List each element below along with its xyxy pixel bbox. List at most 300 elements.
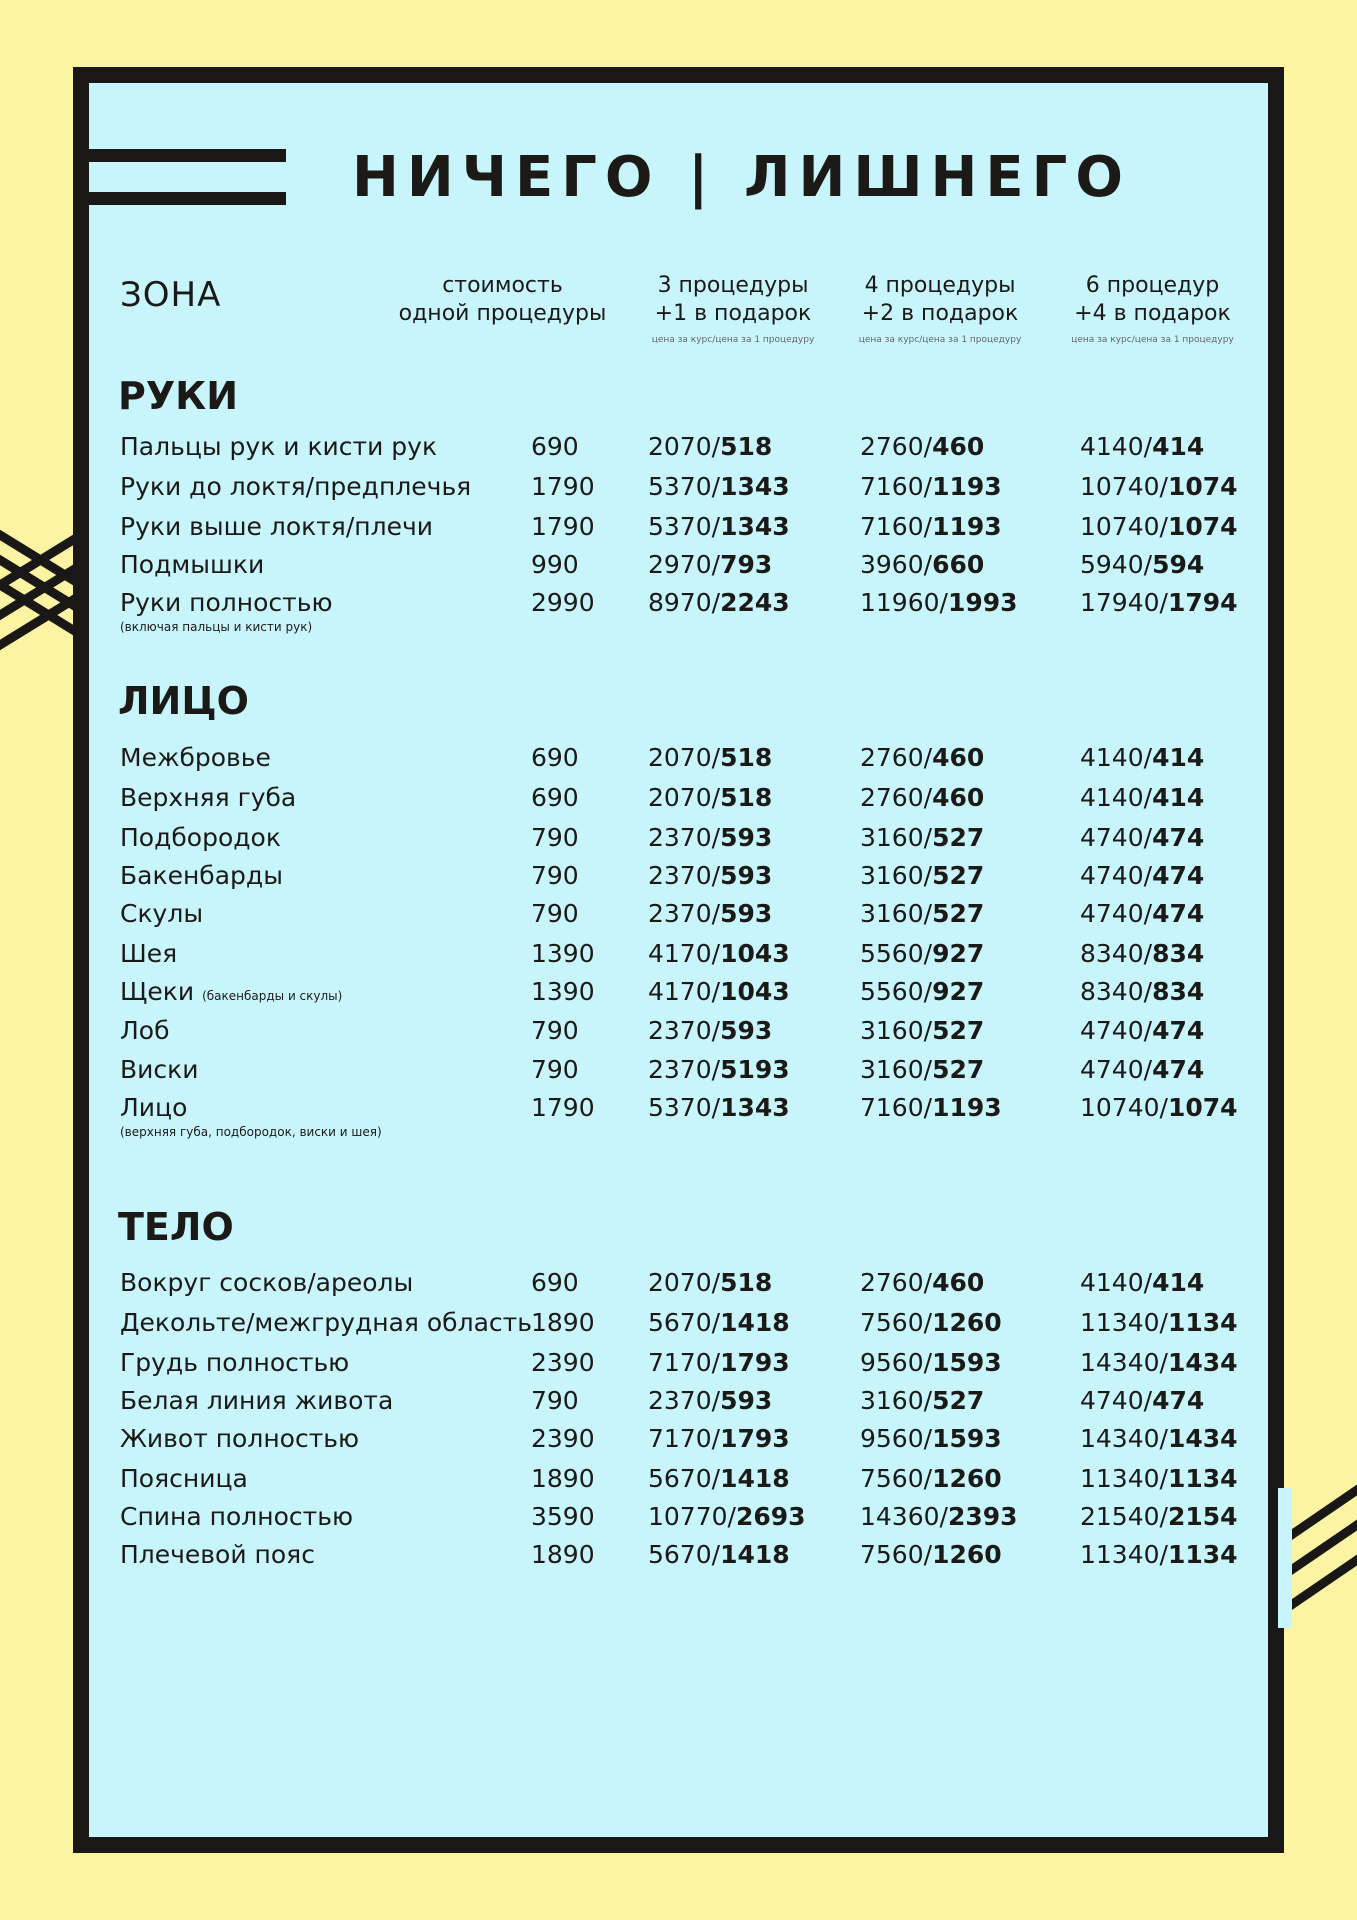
per-procedure-price: 460 [932, 743, 985, 772]
course-total: 4740 [1080, 1386, 1144, 1415]
price-4-procedures [860, 432, 984, 462]
per-procedure-price: 460 [932, 1268, 985, 1297]
price-separator: / [711, 1016, 721, 1045]
column-header-line1: 3 процедуры [657, 273, 809, 298]
price-single: 1890 [531, 1308, 595, 1337]
price-single: 790 [531, 1016, 579, 1045]
section-title-body: ТЕЛО [118, 1205, 234, 1249]
price-separator: / [711, 899, 721, 928]
course-total: 8340 [1080, 977, 1144, 1006]
price-separator: / [1159, 472, 1168, 501]
price-separator: / [711, 977, 721, 1006]
price-3-procedures [648, 1055, 790, 1085]
per-procedure-price: 1043 [720, 977, 790, 1006]
price-separator: / [711, 743, 721, 772]
course-total: 4740 [1080, 1055, 1144, 1084]
course-total: 4140 [1080, 432, 1144, 461]
price-3-procedures [648, 1386, 772, 1416]
price-separator: / [1143, 823, 1153, 852]
zone-column-label: ЗОНА [120, 275, 222, 315]
price-separator: / [711, 472, 721, 501]
course-total: 14340 [1080, 1348, 1160, 1377]
zone-name-text: Лоб [120, 1016, 170, 1045]
course-total: 11340 [1080, 1540, 1160, 1569]
per-procedure-price: 1343 [720, 512, 790, 541]
price-4-procedures [860, 472, 1002, 502]
per-procedure-price: 1193 [932, 1093, 1002, 1122]
course-total: 10740 [1080, 1093, 1160, 1122]
course-total: 7170 [648, 1348, 712, 1377]
price-4-procedures [860, 899, 984, 929]
price-4-procedures [860, 550, 984, 580]
per-procedure-price: 2393 [947, 1502, 1018, 1531]
course-total: 21540 [1080, 1502, 1160, 1531]
price-separator: / [711, 1348, 721, 1377]
zone-name-text: Руки выше локтя/плечи [120, 512, 433, 541]
table-row [0, 861, 1357, 895]
price-4-procedures [860, 1502, 1018, 1532]
price-separator: / [1143, 861, 1153, 890]
table-row [0, 823, 1357, 857]
price-separator: / [923, 512, 933, 541]
page-title: НИЧЕГО | ЛИШНЕГО [352, 145, 1131, 210]
zone-sub-note: (верхняя губа, подбородок, виски и шея) [120, 1125, 382, 1139]
course-total: 2370 [648, 1055, 712, 1084]
per-procedure-price: 474 [1152, 1386, 1205, 1415]
table-row [0, 977, 1357, 1011]
price-separator: / [923, 1268, 933, 1297]
course-total: 2070 [648, 783, 712, 812]
per-procedure-price: 474 [1152, 1016, 1205, 1045]
course-total: 5670 [648, 1464, 712, 1493]
table-row [0, 1348, 1357, 1382]
price-separator: / [711, 1424, 721, 1453]
price-3-procedures [648, 512, 790, 542]
price-3-procedures [648, 472, 790, 502]
per-procedure-price: 1260 [932, 1464, 1002, 1493]
price-6-procedures [1080, 1464, 1238, 1494]
price-separator: / [1143, 1055, 1153, 1084]
price-6-procedures [1080, 1386, 1204, 1416]
course-total: 2760 [860, 1268, 924, 1297]
zone-name [120, 1386, 393, 1416]
price-6-procedures [1080, 1093, 1238, 1123]
course-total: 4140 [1080, 743, 1144, 772]
price-3-procedures [648, 1540, 790, 1570]
course-total: 8340 [1080, 939, 1144, 968]
course-total: 10740 [1080, 472, 1160, 501]
zone-name [120, 783, 296, 813]
price-3-procedures [648, 1424, 790, 1454]
price-single: 1790 [531, 472, 595, 501]
price-single: 3590 [531, 1502, 595, 1531]
zone-name [120, 743, 271, 773]
course-total: 2370 [648, 861, 712, 890]
price-separator: / [711, 861, 721, 890]
per-procedure-price: 414 [1152, 743, 1205, 772]
course-total: 2760 [860, 783, 924, 812]
price-separator: / [711, 1308, 721, 1337]
column-header-sub: цена за курс/цена за 1 процедуру [1071, 335, 1234, 345]
price-6-procedures [1080, 783, 1204, 813]
price-6-procedures [1080, 899, 1204, 929]
price-separator: / [1143, 939, 1153, 968]
price-separator: / [711, 1464, 721, 1493]
course-total: 3160 [860, 899, 924, 928]
per-procedure-price: 2243 [720, 588, 790, 617]
course-total: 11960 [860, 588, 940, 617]
header-bar-top [73, 149, 286, 162]
price-separator: / [1143, 783, 1153, 812]
price-separator: / [1143, 432, 1153, 461]
per-procedure-price: 1343 [720, 1093, 790, 1122]
price-separator: / [1143, 1268, 1153, 1297]
course-total: 5560 [860, 977, 924, 1006]
price-single: 1790 [531, 512, 595, 541]
price-3-procedures [648, 743, 772, 773]
course-total: 11340 [1080, 1464, 1160, 1493]
per-procedure-price: 1793 [720, 1424, 790, 1453]
course-total: 4740 [1080, 861, 1144, 890]
price-separator: / [1143, 743, 1153, 772]
course-total: 2070 [648, 1268, 712, 1297]
column-header-6-procedures [1045, 272, 1260, 346]
price-3-procedures [648, 783, 772, 813]
price-separator: / [923, 743, 933, 772]
zone-name [120, 1540, 315, 1570]
price-6-procedures [1080, 588, 1238, 618]
course-total: 11340 [1080, 1308, 1160, 1337]
price-3-procedures [648, 1268, 772, 1298]
price-separator: / [923, 899, 933, 928]
price-4-procedures [860, 1540, 1002, 1570]
price-6-procedures [1080, 1268, 1204, 1298]
price-separator: / [923, 1016, 933, 1045]
per-procedure-price: 474 [1152, 861, 1205, 890]
course-total: 3160 [860, 1055, 924, 1084]
table-row [0, 432, 1357, 466]
zone-name [120, 1464, 248, 1494]
price-6-procedures [1080, 1424, 1238, 1454]
section-title-face: ЛИЦО [118, 679, 249, 723]
price-6-procedures [1080, 1502, 1238, 1532]
price-separator: / [923, 977, 933, 1006]
price-separator: / [711, 1055, 721, 1084]
per-procedure-price: 1134 [1167, 1464, 1238, 1493]
course-total: 4140 [1080, 783, 1144, 812]
per-procedure-price: 927 [932, 977, 985, 1006]
price-separator: / [1159, 1540, 1168, 1569]
per-procedure-price: 1134 [1167, 1540, 1238, 1569]
price-separator: / [1159, 588, 1168, 617]
price-separator: / [711, 432, 721, 461]
per-procedure-price: 1793 [720, 1348, 790, 1377]
price-4-procedures [860, 1464, 1002, 1494]
price-6-procedures [1080, 743, 1204, 773]
per-procedure-price: 2693 [735, 1502, 806, 1531]
course-total: 7160 [860, 472, 924, 501]
zone-name [120, 1016, 170, 1046]
price-separator: / [1143, 977, 1153, 1006]
price-separator: / [711, 1268, 721, 1297]
price-4-procedures [860, 1386, 984, 1416]
price-separator: / [923, 823, 933, 852]
course-total: 2970 [648, 550, 712, 579]
per-procedure-price: 414 [1152, 432, 1205, 461]
price-separator: / [923, 783, 933, 812]
per-procedure-price: 474 [1152, 823, 1205, 852]
table-row [0, 1464, 1357, 1498]
price-4-procedures [860, 1055, 984, 1085]
price-separator: / [1143, 899, 1153, 928]
per-procedure-price: 518 [720, 743, 773, 772]
price-4-procedures [860, 588, 1018, 618]
price-single: 1790 [531, 1093, 595, 1122]
price-single: 690 [531, 1268, 579, 1297]
column-header-line2: +2 в подарок [861, 301, 1019, 326]
course-total: 7560 [860, 1308, 924, 1337]
zone-name [120, 472, 471, 502]
zone-name-text: Шея [120, 939, 178, 968]
price-separator: / [1159, 1308, 1168, 1337]
course-total: 3960 [860, 550, 924, 579]
price-4-procedures [860, 743, 984, 773]
column-header-sub: цена за курс/цена за 1 процедуру [651, 335, 815, 345]
per-procedure-price: 793 [720, 550, 773, 579]
course-total: 5370 [648, 1093, 712, 1122]
per-procedure-price: 1074 [1167, 1093, 1238, 1122]
table-row [0, 1055, 1357, 1089]
price-separator: / [923, 1308, 933, 1337]
table-row [0, 1386, 1357, 1420]
price-4-procedures [860, 1308, 1002, 1338]
course-total: 2370 [648, 899, 712, 928]
price-separator: / [923, 550, 933, 579]
course-total: 7170 [648, 1424, 712, 1453]
per-procedure-price: 1418 [720, 1464, 790, 1493]
price-separator: / [711, 512, 721, 541]
zone-name-text: Пальцы рук и кисти рук [120, 432, 438, 461]
zone-name-text: Межбровье [120, 743, 271, 772]
per-procedure-price: 527 [932, 1016, 985, 1045]
course-total: 4740 [1080, 823, 1144, 852]
price-separator: / [923, 1424, 933, 1453]
course-total: 2370 [648, 1016, 712, 1045]
price-6-procedures [1080, 939, 1204, 969]
price-single: 1390 [531, 977, 595, 1006]
per-procedure-price: 1593 [932, 1348, 1002, 1377]
per-procedure-price: 518 [720, 783, 773, 812]
price-4-procedures [860, 823, 984, 853]
zone-name [120, 588, 333, 618]
course-total: 14340 [1080, 1424, 1160, 1453]
table-row [0, 550, 1357, 584]
per-procedure-price: 834 [1152, 939, 1205, 968]
zone-name [120, 1348, 349, 1378]
price-single: 790 [531, 899, 579, 928]
course-total: 7160 [860, 512, 924, 541]
per-procedure-price: 1260 [932, 1308, 1002, 1337]
table-row [0, 939, 1357, 973]
table-row [0, 1308, 1357, 1342]
price-separator: / [1159, 512, 1168, 541]
course-total: 7160 [860, 1093, 924, 1122]
price-separator: / [1143, 1016, 1153, 1045]
price-separator: / [1159, 1348, 1168, 1377]
course-total: 2760 [860, 432, 924, 461]
price-6-procedures [1080, 977, 1204, 1007]
course-total: 3160 [860, 823, 924, 852]
table-row [0, 588, 1357, 634]
zone-name-text: Белая линия живота [120, 1386, 394, 1415]
zone-name-text: Скулы [120, 899, 204, 928]
course-total: 10770 [648, 1502, 728, 1531]
per-procedure-price: 1074 [1167, 472, 1238, 501]
per-procedure-price: 1134 [1167, 1308, 1238, 1337]
price-separator: / [923, 472, 933, 501]
zone-name [120, 977, 342, 1011]
zone-name [120, 1055, 199, 1085]
per-procedure-price: 593 [720, 861, 773, 890]
price-3-procedures [648, 1502, 806, 1532]
price-single: 2390 [531, 1424, 595, 1453]
per-procedure-price: 1193 [932, 472, 1002, 501]
price-3-procedures [648, 899, 772, 929]
zone-name-text: Бакенбарды [120, 861, 283, 890]
zone-name [120, 1502, 353, 1532]
price-6-procedures [1080, 861, 1204, 891]
course-total: 2760 [860, 743, 924, 772]
column-header-single [385, 272, 620, 328]
zone-name-text: Руки до локтя/предплечья [120, 472, 472, 501]
price-4-procedures [860, 1424, 1002, 1454]
table-row [0, 1268, 1357, 1302]
price-3-procedures [648, 823, 772, 853]
course-total: 2070 [648, 743, 712, 772]
price-6-procedures [1080, 1540, 1238, 1570]
zone-name-text: Руки полностью [120, 588, 333, 617]
table-row [0, 783, 1357, 817]
table-row [0, 1093, 1357, 1139]
zone-name [120, 432, 437, 462]
zone-name-text: Спина полностью [120, 1502, 354, 1531]
column-header-3-procedures [628, 272, 838, 346]
zone-name-text: Подбородок [120, 823, 281, 852]
zone-name [120, 1268, 413, 1298]
per-procedure-price: 1193 [932, 512, 1002, 541]
per-procedure-price: 1418 [720, 1540, 790, 1569]
per-procedure-price: 474 [1152, 1055, 1205, 1084]
per-procedure-price: 1260 [932, 1540, 1002, 1569]
course-total: 4170 [648, 939, 712, 968]
price-3-procedures [648, 588, 790, 618]
per-procedure-price: 1434 [1167, 1424, 1238, 1453]
price-separator: / [1159, 1424, 1168, 1453]
per-procedure-price: 414 [1152, 783, 1205, 812]
per-procedure-price: 593 [720, 823, 773, 852]
price-6-procedures [1080, 1348, 1238, 1378]
price-4-procedures [860, 783, 984, 813]
per-procedure-price: 2154 [1167, 1502, 1238, 1531]
zone-sub-note: (включая пальцы и кисти рук) [120, 620, 313, 634]
course-total: 5670 [648, 1540, 712, 1569]
zone-name-text: Поясница [120, 1464, 248, 1493]
price-separator: / [1159, 1093, 1168, 1122]
course-total: 4740 [1080, 899, 1144, 928]
per-procedure-price: 1993 [947, 588, 1018, 617]
price-separator: / [711, 1386, 721, 1415]
price-single: 2390 [531, 1348, 595, 1377]
column-header-line1: 4 процедуры [864, 273, 1016, 298]
course-total: 5670 [648, 1308, 712, 1337]
price-separator: / [727, 1502, 736, 1531]
price-separator: / [939, 588, 948, 617]
per-procedure-price: 593 [720, 1386, 773, 1415]
price-6-procedures [1080, 472, 1238, 502]
course-total: 2070 [648, 432, 712, 461]
table-row [0, 1502, 1357, 1536]
course-total: 3160 [860, 1016, 924, 1045]
zone-name-text: Вокруг сосков/ареолы [120, 1268, 414, 1297]
price-single: 790 [531, 1386, 579, 1415]
per-procedure-price: 518 [720, 432, 773, 461]
price-single: 690 [531, 743, 579, 772]
price-single: 990 [531, 550, 579, 579]
table-row [0, 743, 1357, 777]
zone-name [120, 1308, 532, 1338]
price-4-procedures [860, 1093, 1002, 1123]
price-separator: / [923, 1386, 933, 1415]
per-procedure-price: 593 [720, 899, 773, 928]
per-procedure-price: 414 [1152, 1268, 1205, 1297]
price-3-procedures [648, 1308, 790, 1338]
price-4-procedures [860, 939, 984, 969]
per-procedure-price: 1794 [1167, 588, 1238, 617]
price-6-procedures [1080, 432, 1204, 462]
course-total: 17940 [1080, 588, 1160, 617]
price-separator: / [923, 1055, 933, 1084]
zone-name [120, 550, 264, 580]
price-separator: / [923, 861, 933, 890]
course-total: 3160 [860, 1386, 924, 1415]
price-separator: / [1143, 550, 1153, 579]
table-row [0, 1540, 1357, 1574]
course-total: 4740 [1080, 1016, 1144, 1045]
price-single: 2990 [531, 588, 595, 617]
price-3-procedures [648, 977, 790, 1007]
course-total: 2370 [648, 823, 712, 852]
zone-name-text: Живот полностью [120, 1424, 360, 1453]
price-separator: / [711, 1540, 721, 1569]
price-4-procedures [860, 1016, 984, 1046]
price-separator: / [711, 1093, 721, 1122]
zone-name-text: Декольте/межгрудная область [120, 1308, 532, 1337]
per-procedure-price: 527 [932, 1386, 985, 1415]
price-3-procedures [648, 1016, 772, 1046]
price-single: 790 [531, 861, 579, 890]
price-3-procedures [648, 1093, 790, 1123]
price-separator: / [923, 1464, 933, 1493]
zone-name [120, 1093, 187, 1123]
price-3-procedures [648, 1348, 790, 1378]
per-procedure-price: 518 [720, 1268, 773, 1297]
table-row [0, 1424, 1357, 1458]
per-procedure-price: 527 [932, 1055, 985, 1084]
course-total: 5940 [1080, 550, 1144, 579]
course-total: 5370 [648, 472, 712, 501]
price-single: 690 [531, 432, 579, 461]
course-total: 5560 [860, 939, 924, 968]
